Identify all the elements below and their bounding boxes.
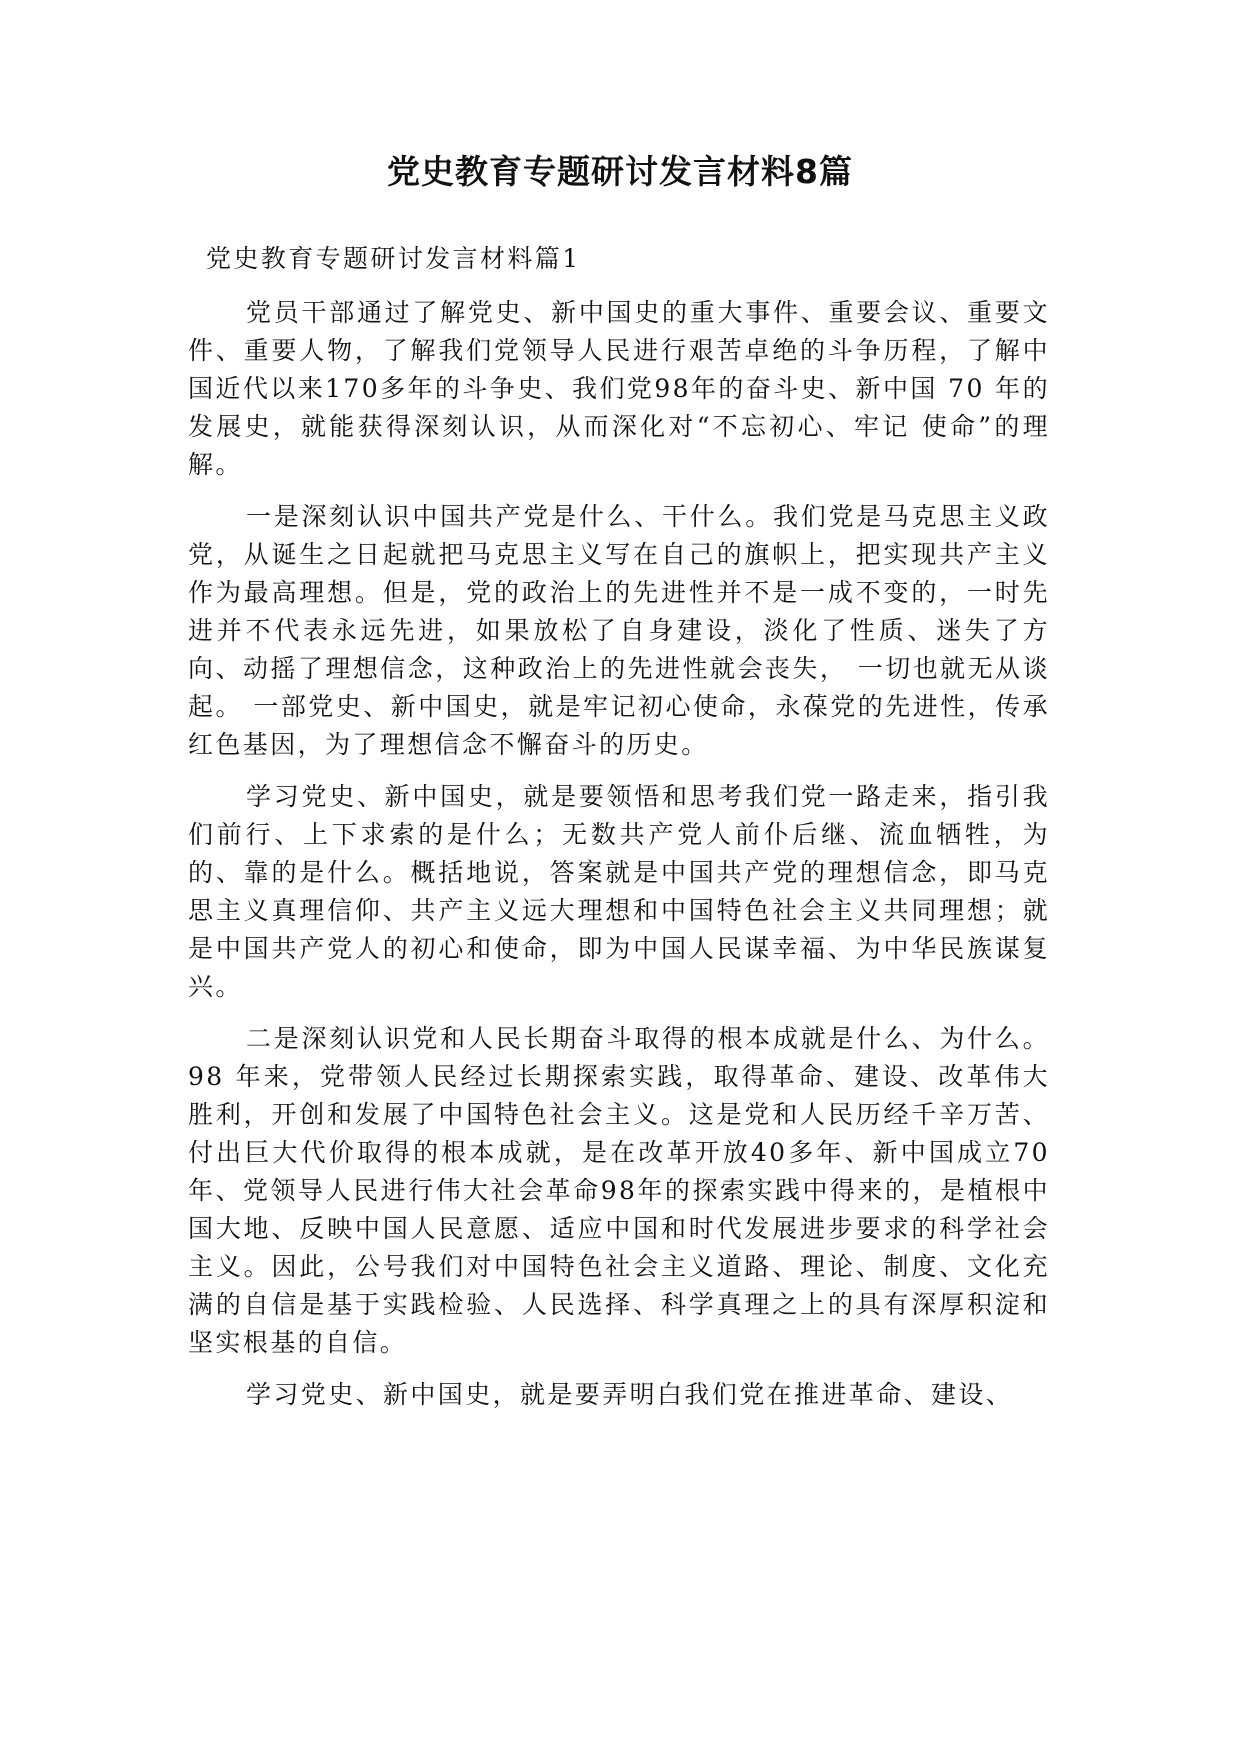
section-subheading: 党史教育专题研讨发言材料篇1 [206, 244, 581, 273]
document-body [188, 240, 1050, 1428]
document-title: 党史教育专题研讨发言材料8篇 [387, 152, 853, 191]
paragraph-5: 学习党史、新中国史，就是要弄明白我们党在推进革命、建设、 [246, 1380, 1014, 1409]
paragraph-3: 学习党史、新中国史，就是要领悟和思考我们党一路走来，指引我们前行、上下求索的是什么；无数共产党人前仆后继、流血牺牲，为的、靠的是什么。概括地说，答案就是中国共产党的理想信念，即马克思主义真理信仰、共产主义远大理想和中国特色社会主义共同理想；就是中国共产党人的初心和使命，即为中国人民谋幸福、为中华民族谋复兴。 [188, 782, 1050, 1001]
paragraph-4: 二是深刻认识党和人民长期奋斗取得的根本成就是什么、为什么。98 年来，党带领人民经过长期探索实践，取得革命、建设、改革伟大胜利，开创和发展了中国特色社会主义。这是党和人民历经千辛万苦、付出巨大代价取得的根本成就，是在改革开放40多年、新中国成立70年、党领导人民进行伟大社会革命98年的探索实践中得来的，是植根中国大地、反映中国人民意愿、适应中国和时代发展进步要求的科学社会主义。因此，公号我们对中国特色社会主义道路、理论、制度、文化充满的自信是基于实践检验、人民选择、科学真理之上的具有深厚积淀和坚实根基的自信。 [188, 1024, 1050, 1357]
paragraph-1: 党员干部通过了解党史、新中国史的重大事件、重要会议、重要文件、重要人物，了解我们党领导人民进行艰苦卓绝的斗争历程，了解中国近代以来170多年的斗争史、我们党98年的奋斗史、新中国 70 年的发展史，就能获得深刻认识，从而深化对“不忘初心、牢记 使命”的理解。 [188, 298, 1050, 479]
paragraph-2: 一是深刻认识中国共产党是什么、干什么。我们党是马克思主义政党，从诞生之日起就把马克思主义写在自己的旗帜上，把实现共产主义作为最高理想。但是，党的政治上的先进性并不是一成不变的，一时先进并不代表永远先进，如果放松了自身建设，淡化了性质、迷失了方向、动摇了理想信念，这种政治上的先进性就会丧失， 一切也就无从谈起。 一部党史、新中国史，就是牢记初心使命，永葆党的先进性，传承红色基因，为了理想信念不懈奋斗的历史。 [188, 502, 1050, 759]
